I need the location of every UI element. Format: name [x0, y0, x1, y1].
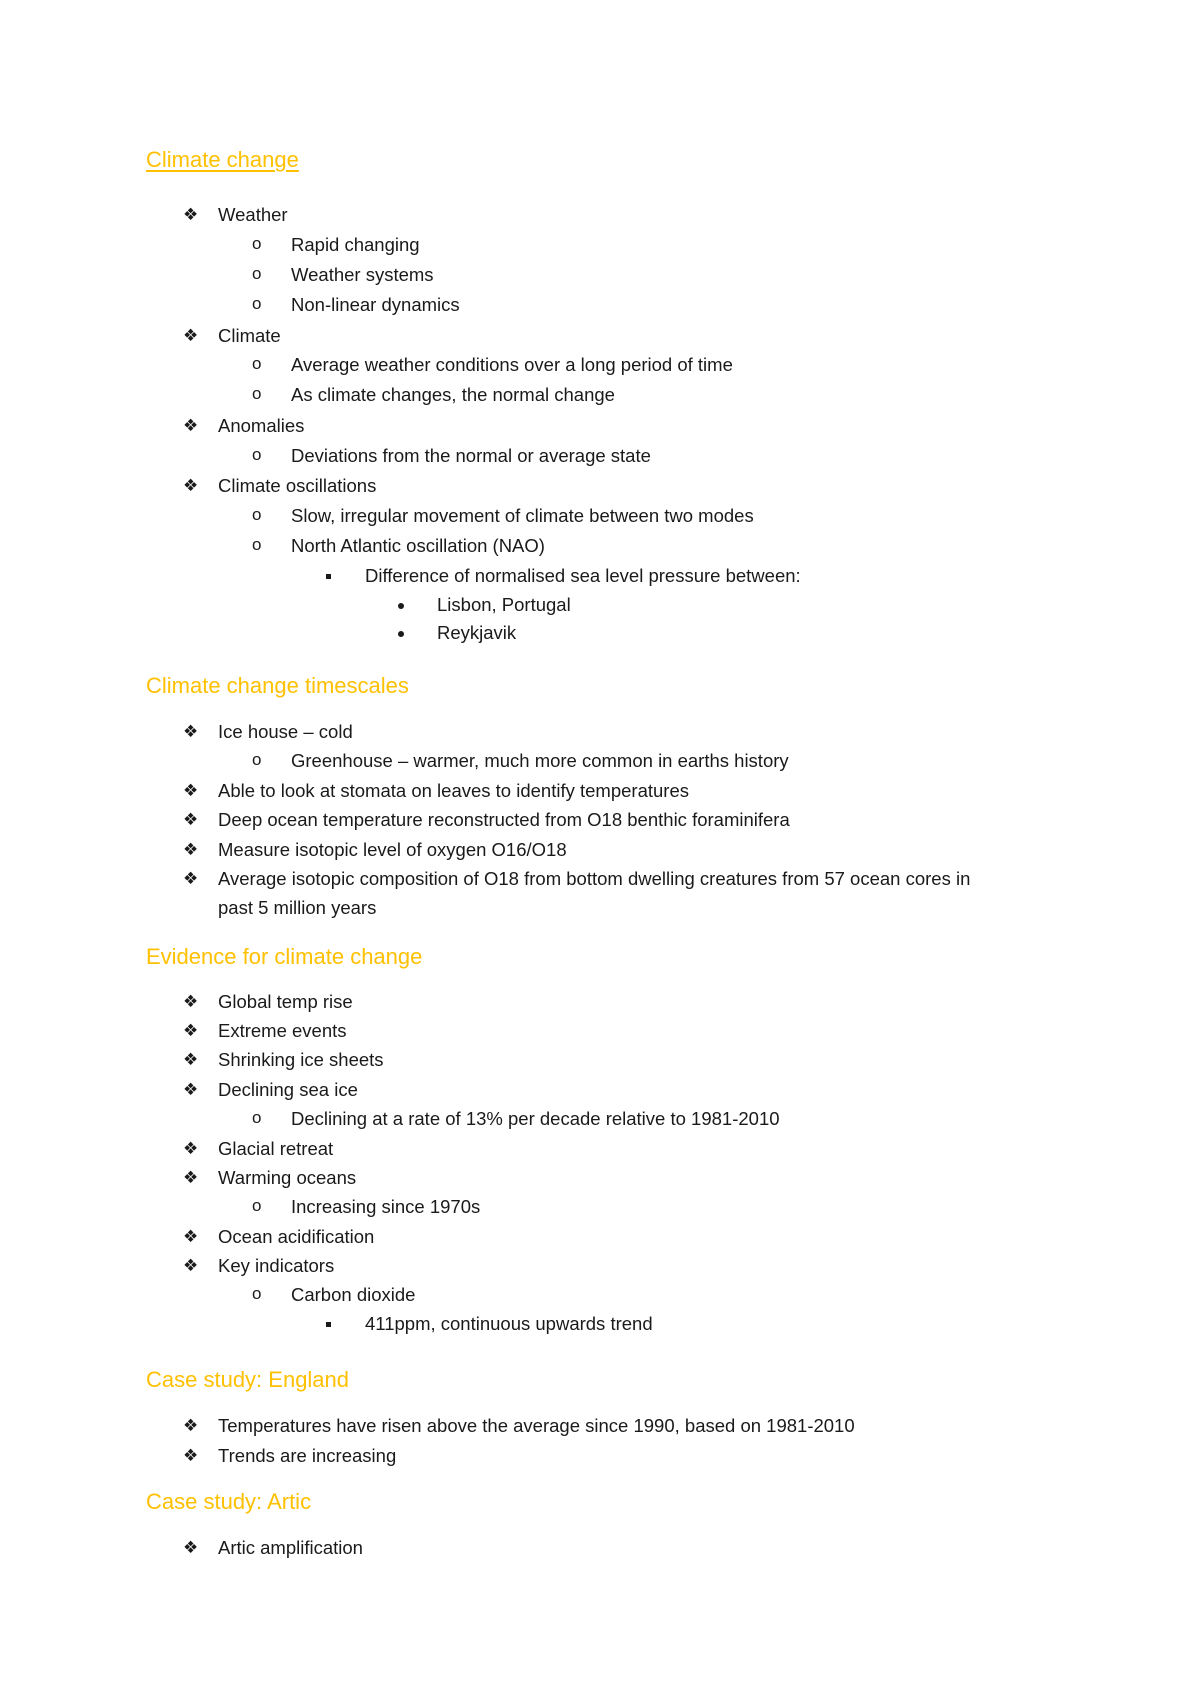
diamond-bullet-icon: ❖: [183, 869, 199, 888]
circle-bullet-icon: o: [252, 294, 262, 313]
list-item-level-1: Weather: [218, 204, 288, 225]
circle-bullet-icon: o: [252, 750, 262, 769]
section-heading: Case study: England: [146, 1367, 350, 1392]
square-bullet-icon: [326, 574, 331, 579]
list-item-level-1: Ocean acidification: [218, 1226, 375, 1247]
circle-bullet-icon: o: [252, 1284, 262, 1303]
diamond-bullet-icon: ❖: [183, 476, 199, 495]
square-bullet-icon: [326, 1322, 331, 1327]
section-heading: Climate change: [146, 147, 299, 172]
diamond-bullet-icon: ❖: [183, 1139, 199, 1158]
circle-bullet-icon: o: [252, 505, 262, 524]
circle-bullet-icon: o: [252, 1108, 262, 1127]
list-item-level-1: Declining sea ice: [218, 1079, 358, 1100]
list-item-level-2: Weather systems: [291, 264, 434, 285]
list-item-level-1: Measure isotopic level of oxygen O16/O18: [218, 839, 567, 860]
list-item-level-1: Shrinking ice sheets: [218, 1049, 384, 1070]
list-item-level-1: Anomalies: [218, 415, 305, 436]
circle-bullet-icon: o: [252, 264, 262, 283]
diamond-bullet-icon: ❖: [183, 416, 199, 435]
section-heading: Evidence for climate change: [146, 944, 423, 969]
diamond-bullet-icon: ❖: [183, 1168, 199, 1187]
list-item-level-2: Rapid changing: [291, 234, 420, 255]
list-item-level-1: Trends are increasing: [218, 1445, 397, 1466]
diamond-bullet-icon: ❖: [183, 1021, 199, 1040]
list-item-level-3: 411ppm, continuous upwards trend: [365, 1313, 653, 1334]
diamond-bullet-icon: ❖: [183, 1256, 199, 1275]
list-item-level-1: Extreme events: [218, 1020, 347, 1041]
diamond-bullet-icon: ❖: [183, 722, 199, 741]
circle-bullet-icon: o: [252, 234, 262, 253]
list-item-level-2: Deviations from the normal or average state: [291, 445, 651, 466]
list-item-level-1: Ice house – cold: [218, 721, 353, 742]
diamond-bullet-icon: ❖: [183, 1538, 199, 1557]
list-item-level-1: Temperatures have risen above the average since 1990, based on 1981-2010: [218, 1415, 855, 1436]
diamond-bullet-icon: ❖: [183, 992, 199, 1011]
list-item-level-1: Global temp rise: [218, 991, 353, 1012]
diamond-bullet-icon: ❖: [183, 840, 199, 859]
list-item-level-4: Reykjavik: [437, 622, 517, 643]
section-heading: Climate change timescales: [146, 673, 409, 698]
section-heading: Case study: Artic: [146, 1489, 312, 1514]
list-item-level-2: Average weather conditions over a long period of time: [291, 354, 733, 375]
list-item-level-1: Key indicators: [218, 1255, 335, 1276]
diamond-bullet-icon: ❖: [183, 1227, 199, 1246]
list-item-continuation: past 5 million years: [218, 897, 377, 918]
dot-bullet-icon: [398, 631, 404, 637]
circle-bullet-icon: o: [252, 445, 262, 464]
diamond-bullet-icon: ❖: [183, 326, 199, 345]
list-item-level-1: Warming oceans: [218, 1167, 357, 1188]
circle-bullet-icon: o: [252, 1196, 262, 1215]
diamond-bullet-icon: ❖: [183, 1446, 199, 1465]
list-item-level-1: Artic amplification: [218, 1537, 363, 1558]
list-item-level-1: Climate: [218, 325, 281, 346]
circle-bullet-icon: o: [252, 354, 262, 373]
list-item-level-1: Climate oscillations: [218, 475, 377, 496]
list-item-level-2: North Atlantic oscillation (NAO): [291, 535, 545, 556]
diamond-bullet-icon: ❖: [183, 205, 199, 224]
list-item-level-2: As climate changes, the normal change: [291, 384, 615, 405]
dot-bullet-icon: [398, 603, 404, 609]
list-item-level-2: Non-linear dynamics: [291, 294, 460, 315]
diamond-bullet-icon: ❖: [183, 781, 199, 800]
list-item-level-1: Able to look at stomata on leaves to identify temperatures: [218, 780, 689, 801]
list-item-level-2: Declining at a rate of 13% per decade relative to 1981-2010: [291, 1108, 780, 1129]
circle-bullet-icon: o: [252, 384, 262, 403]
circle-bullet-icon: o: [252, 535, 262, 554]
list-item-level-2: Increasing since 1970s: [291, 1196, 481, 1217]
diamond-bullet-icon: ❖: [183, 1080, 199, 1099]
list-item-level-4: Lisbon, Portugal: [437, 594, 571, 615]
list-item-level-2: Greenhouse – warmer, much more common in earths history: [291, 750, 789, 771]
list-item-level-2: Carbon dioxide: [291, 1284, 416, 1305]
diamond-bullet-icon: ❖: [183, 810, 199, 829]
list-item-level-3: Difference of normalised sea level pressure between:: [365, 565, 801, 586]
list-item-level-1: Glacial retreat: [218, 1138, 334, 1159]
diamond-bullet-icon: ❖: [183, 1050, 199, 1069]
diamond-bullet-icon: ❖: [183, 1416, 199, 1435]
list-item-level-1: Deep ocean temperature reconstructed from O18 benthic foraminifera: [218, 809, 790, 830]
list-item-level-1: Average isotopic composition of O18 from bottom dwelling creatures from 57 ocean cores in: [218, 868, 971, 889]
list-item-level-2: Slow, irregular movement of climate between two modes: [291, 505, 754, 526]
